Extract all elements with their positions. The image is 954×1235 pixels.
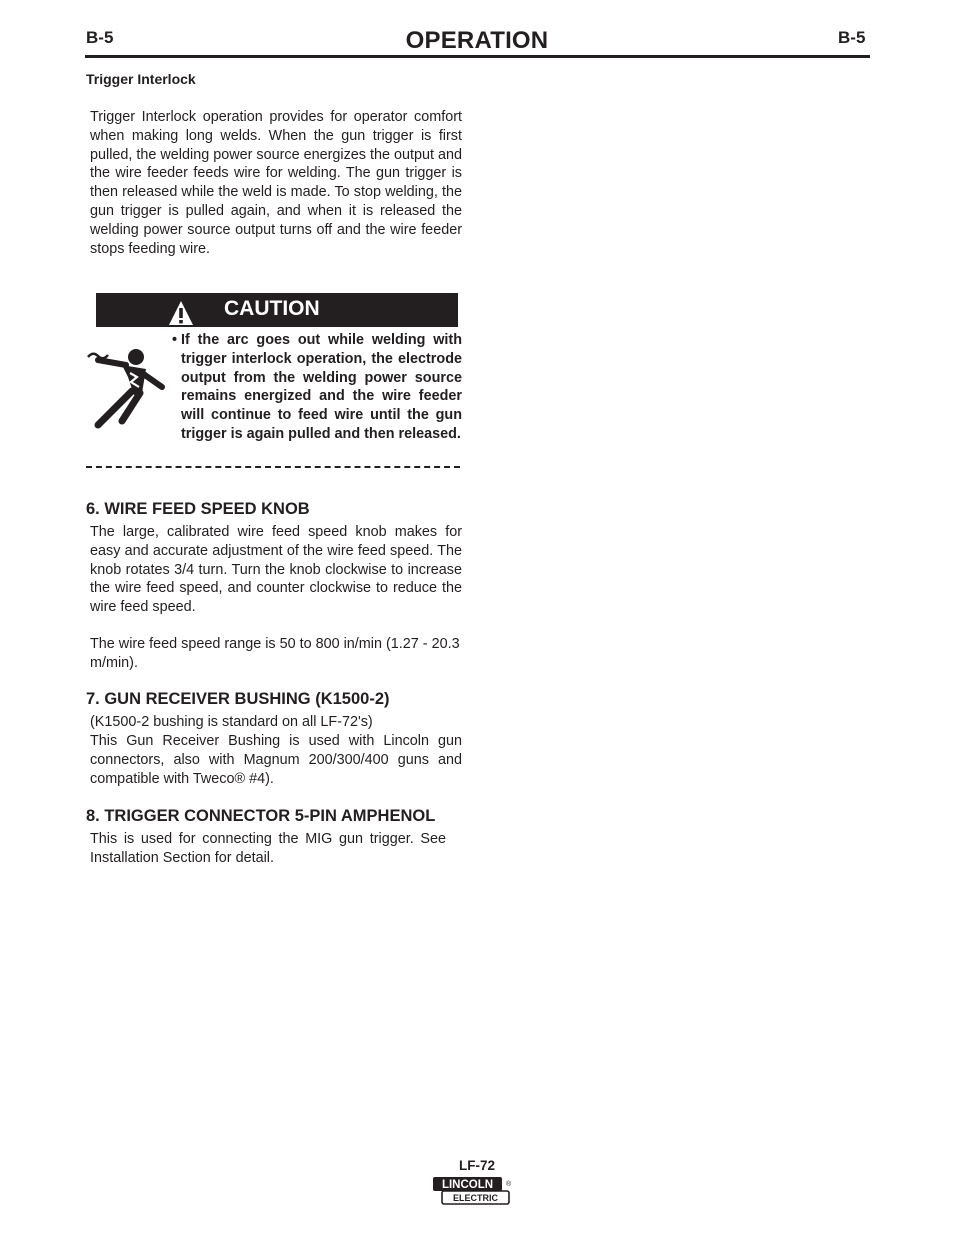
svg-text:ELECTRIC: ELECTRIC: [453, 1193, 498, 1203]
header-rule: [85, 55, 870, 58]
caution-bullet: •: [172, 332, 178, 348]
caution-end-rule: [86, 466, 460, 468]
trigger-interlock-heading: Trigger Interlock: [86, 71, 196, 87]
electric-shock-icon: [84, 347, 172, 429]
caution-label: CAUTION: [224, 297, 320, 320]
warning-triangle-icon: [168, 300, 194, 326]
section-heading-trigger-connector: 8. TRIGGER CONNECTOR 5-PIN AMPHENOL: [86, 807, 436, 825]
caution-text: [172, 331, 462, 444]
section-heading-gun-receiver-bushing: 7. GUN RECEIVER BUSHING (K1500-2): [86, 690, 390, 708]
page-code-right: B-5: [838, 28, 866, 47]
section-paragraph: The wire feed speed range is 50 to 800 in/min (1.27 - 20.3 m/min).: [90, 636, 460, 671]
svg-text:®: ®: [506, 1181, 512, 1188]
page-code-left: B-5: [86, 28, 114, 47]
footer-model: LF-72: [458, 1158, 495, 1173]
section-paragraph: This Gun Receiver Bushing is used with Lincoln gun connectors, also with Magnum 200/300/400 guns and compatible with Tweco® #4).: [90, 733, 462, 787]
trigger-interlock-body: Trigger Interlock operation provides for operator comfort when making long welds. When the gun trigger is first pulled, the welding power source energizes the output and the wire feeder feeds wire for welding. The gun trigger is then released while the weld is made. To stop welding, the gun trigger is pulled again, and when it is released the welding power source output turns off and the wire feeder stops feeding wire.: [90, 109, 463, 257]
section-paragraph: (K1500-2 bushing is standard on all LF-72's): [90, 714, 373, 730]
section-paragraph: This is used for connecting the MIG gun trigger. See Installation Section for detail.: [90, 831, 446, 866]
page-title: OPERATION: [405, 27, 549, 54]
lincoln-electric-logo: [432, 1176, 512, 1206]
section-paragraph: The large, calibrated wire feed speed knob makes for easy and accurate adjustment of the wire feed speed. The knob rotates 3/4 turn. Turn the knob clockwise to increase the wire feed speed, and counter clockwise to reduce the wire feed speed.: [90, 524, 462, 616]
svg-text:LINCOLN: LINCOLN: [441, 1179, 494, 1191]
section-heading-wire-feed-speed-knob: 6. WIRE FEED SPEED KNOB: [86, 500, 310, 518]
caution-body: If the arc goes out while welding with trigger interlock operation, the electrode output from the welding power source remains energized and the wire feeder will continue to feed wire until the gun trigger is again pulled and then released.: [181, 332, 462, 442]
